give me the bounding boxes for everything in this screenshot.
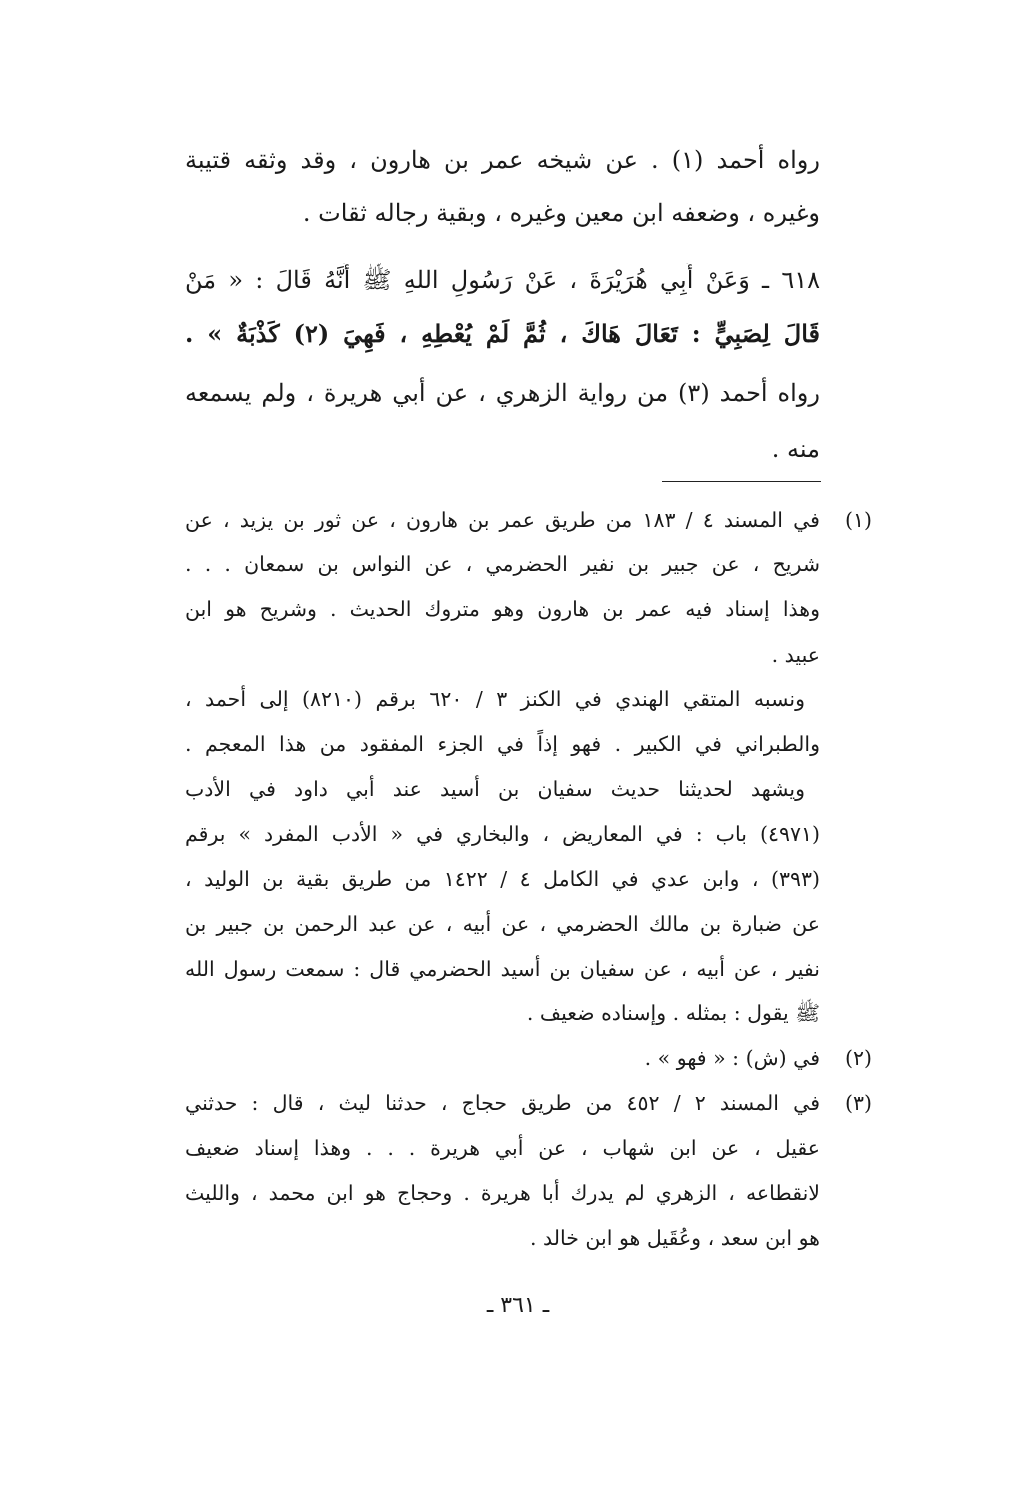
footnote-marker-2: (٢) (844, 1046, 872, 1070)
footnote-1-line-10: عن ضبارة بن مالك الحضرمي ، عن أبيه ، عن عبد الرحمن بن جبير بن (185, 912, 820, 936)
footnote-3-line-1: في المسند ٢ / ٤٥٢ من طريق حجاج ، حدثنا ليث ، قال : حدثني (185, 1091, 820, 1115)
footnote-marker-1: (١) (844, 508, 872, 532)
footnote-1-line-6: والطبراني في الكبير . فهو إذاً في الجزء المفقود من هذا المعجم . (185, 732, 820, 756)
footnote-3-line-2: عقيل ، عن ابن شهاب ، عن أبي هريرة . . . وهذا إسناد ضعيف (185, 1136, 820, 1160)
footnote-1-line-3: وهذا إسناد فيه عمر بن هارون وهو متروك الحديث . وشريح هو ابن (185, 597, 820, 621)
footnote-3-line-4: هو ابن سعد ، وعُقَيل هو ابن خالد . (529, 1226, 820, 1250)
body-line-1: رواه أحمد (١) . عن شيخه عمر بن هارون ، وقد وثقه قتيبة (185, 146, 820, 174)
footnote-1-line-2: شريح ، عن جبير بن نفير الحضرمي ، عن النواس بن سمعان . . . (185, 552, 820, 576)
hadith-line-2: قَالَ لِصَبِيٍّ : تَعَالَ هَاكَ ، ثُمَّ لَمْ يُعْطِهِ ، فَهِيَ (٢) كَذْبَةٌ » . (185, 319, 820, 348)
hadith-line-1: ٦١٨ ـ وَعَنْ أَبِي هُرَيْرَةَ ، عَنْ رَسُولِ اللهِ ﷺ أَنَّهُ قَالَ : « مَنْ (185, 266, 820, 294)
page-number: ـ ٣٦١ ـ (486, 1293, 550, 1318)
footnote-separator (662, 481, 821, 482)
footnote-1-line-11: نفير ، عن أبيه ، عن سفيان بن أسيد الحضرمي قال : سمعت رسول الله (185, 957, 820, 981)
footnote-3-line-3: لانقطاعه ، الزهري لم يدرك أبا هريرة . وحجاج هو ابن محمد ، والليث (185, 1181, 820, 1205)
body-line-6: منه . (771, 435, 820, 463)
footnote-marker-3: (٣) (844, 1091, 872, 1115)
body-line-2: وغيره ، وضعفه ابن معين وغيره ، وبقية رجاله ثقات . (302, 199, 820, 227)
body-line-5: رواه أحمد (٣) من رواية الزهري ، عن أبي هريرة ، ولم يسمعه (185, 379, 820, 407)
footnote-1-line-8: (٤٩٧١) باب : في المعاريض ، والبخاري في « الأدب المفرد » برقم (185, 822, 820, 846)
footnote-1-line-12: ﷺ يقول : بمثله . وإسناده ضعيف . (526, 1001, 820, 1025)
footnote-1-line-5: ونسبه المتقي الهندي في الكنز ٣ / ٦٢٠ برقم (٨٢١٠) إلى أحمد ، (185, 687, 805, 711)
footnote-1-line-9: (٣٩٣) ، وابن عدي في الكامل ٤ / ١٤٢٢ من طريق بقية بن الوليد ، (185, 867, 820, 891)
footnote-1-line-4: عبيد . (771, 643, 820, 667)
footnote-2-line-1: في (ش) : « فهو » . (644, 1046, 820, 1070)
footnote-1-line-7: ويشهد لحديثنا حديث سفيان بن أسيد عند أبي داود في الأدب (185, 777, 805, 801)
footnote-1-line-1: في المسند ٤ / ١٨٣ من طريق عمر بن هارون ، عن ثور بن يزيد ، عن (185, 508, 820, 532)
